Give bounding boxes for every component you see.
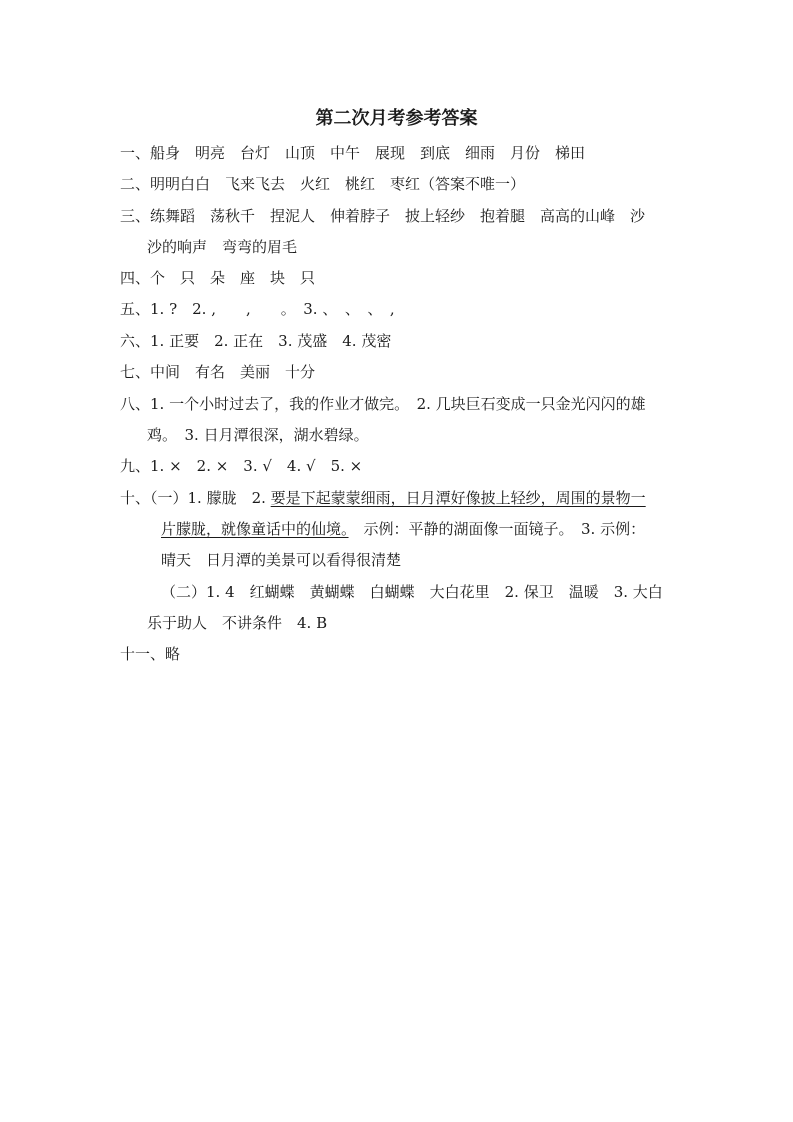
answer-q10-line1 <box>120 487 680 509</box>
answer-q8-line1: 八、1. 一个小时过去了，我的作业才做完。 2. 几块巨石变成一只金光闪闪的雄 <box>120 395 646 413</box>
answer-q5: 五、1. ? 2. , , 。 3. 、 、 、 , <box>120 300 395 318</box>
answer-q10-line1-plain: 十、（一）1. 朦胧 2. <box>120 489 271 507</box>
answer-q4: 四、个 只 朵 座 块 只 <box>120 269 316 287</box>
answer-q3-line2: 沙的响声 弯弯的眉毛 <box>147 238 298 256</box>
answer-q10-line2 <box>161 518 721 540</box>
answer-q7: 七、中间 有名 美丽 十分 <box>120 363 316 381</box>
answer-q10-line3: 晴天 日月潭的美景可以看得很清楚 <box>161 551 402 569</box>
answer-q10-underlined-sentence-part1: 要是下起蒙蒙细雨，日月潭好像披上轻纱，周围的景物一 <box>270 489 646 507</box>
answer-q2: 二、明明白白 飞来飞去 火红 桃红 枣红（答案不唯一） <box>120 175 526 193</box>
answer-q8-line2: 鸡。 3. 日月潭很深，湖水碧绿。 <box>147 426 369 444</box>
answer-q11: 十一、略 <box>120 645 181 663</box>
answer-q1: 一、船身 明亮 台灯 山顶 中午 展现 到底 细雨 月份 梯田 <box>120 144 586 162</box>
answer-q9: 九、1. × 2. × 3. √ 4. √ 5. × <box>120 457 363 475</box>
answer-q10-part2-line2: 乐于助人 不讲条件 4. B <box>147 614 328 632</box>
answer-q3-line1: 三、练舞蹈 荡秋千 捏泥人 伸着脖子 披上轻纱 抱着腿 高高的山峰 沙 <box>120 207 646 225</box>
answer-q10-underlined-sentence-part2: 片朦胧，就像童话中的仙境。 <box>161 520 349 538</box>
page-title: 第二次月考参考答案 <box>315 108 478 129</box>
answer-q6: 六、1. 正要 2. 正在 3. 茂盛 4. 茂密 <box>120 332 392 350</box>
answer-q10-part2-line1: （二）1. 4 红蝴蝶 黄蝴蝶 白蝴蝶 大白花里 2. 保卫 温暖 3. 大白 <box>161 583 663 601</box>
answer-q10-line2-plain: 示例：平静的湖面像一面镜子。 3. 示例： <box>348 520 646 538</box>
